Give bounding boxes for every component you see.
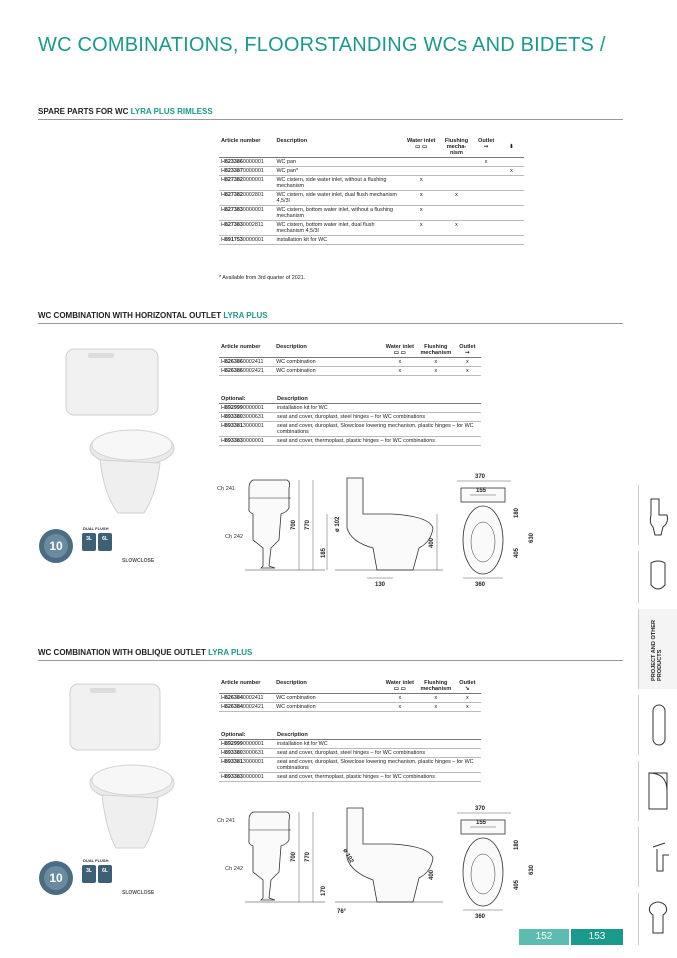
- technical-drawing-horizontal: [215, 468, 545, 593]
- accessories-icon: [649, 902, 666, 933]
- row-mark: [499, 191, 524, 206]
- svg-text:185: 185: [321, 547, 327, 558]
- table-row: [219, 358, 481, 367]
- row-mark: [440, 206, 474, 221]
- col-outlet-horizontal: Outlet ➞: [473, 137, 499, 158]
- svg-text:6L: 6L: [102, 536, 108, 542]
- svg-text:155: 155: [476, 488, 487, 494]
- section-divider: [38, 660, 623, 661]
- article-number: H8929990000001: [219, 404, 275, 413]
- article-number: H8933803000631: [219, 749, 275, 758]
- row-mark: x: [454, 694, 481, 703]
- svg-text:ø 102: ø 102: [341, 848, 355, 865]
- col-description: Description: [274, 679, 382, 694]
- tab-wc[interactable]: [638, 485, 677, 545]
- row-description: WC combination: [274, 694, 382, 703]
- row-mark: x: [403, 206, 440, 221]
- article-number: H8933813000001: [219, 758, 275, 773]
- col-outlet-vertical: [499, 137, 524, 158]
- row-mark: [403, 167, 440, 176]
- article-number: H8273820002801: [219, 191, 274, 206]
- urinal-icon: [651, 561, 665, 589]
- wc-product-photo: [60, 345, 180, 520]
- svg-text:770: 770: [305, 519, 311, 530]
- row-mark: x: [440, 221, 474, 236]
- svg-text:76°: 76°: [337, 909, 347, 915]
- svg-text:SLOWCLOSE: SLOWCLOSE: [122, 890, 155, 896]
- top-view-outline: [463, 506, 503, 574]
- table-row: [219, 236, 524, 245]
- row-mark: x: [418, 703, 454, 712]
- section-heading-horizontal: WC COMBINATION WITH HORIZONTAL OUTLET LYRA PLUS: [38, 311, 268, 320]
- row-mark: x: [382, 694, 418, 703]
- col-flushing: Flushing mechanism: [418, 343, 454, 358]
- faucet-icon: [653, 843, 669, 871]
- row-description: WC combination: [274, 703, 382, 712]
- article-number: H8273820000001: [219, 176, 274, 191]
- row-mark: [499, 221, 524, 236]
- row-mark: x: [499, 167, 524, 176]
- page-number-right: 153: [571, 929, 623, 945]
- col-article: Article number: [219, 343, 274, 358]
- row-description: WC cistern, side water inlet, dual flush mechanism 4,5/3l: [274, 191, 402, 206]
- row-mark: [440, 167, 474, 176]
- row-mark: x: [382, 367, 418, 376]
- article-number: H8233870000001: [219, 167, 274, 176]
- svg-text:360: 360: [475, 582, 486, 588]
- svg-text:180: 180: [514, 839, 520, 850]
- svg-text:ø 102: ø 102: [335, 516, 341, 532]
- svg-text:400: 400: [429, 869, 435, 880]
- table-row: [219, 773, 481, 782]
- svg-text:130: 130: [375, 582, 386, 588]
- row-mark: [403, 236, 440, 245]
- row-description: seat and cover, duroplast, Slowclose lowering mechanism, plastic hinges – for WC combinations: [275, 758, 481, 773]
- col-water-inlet: Water inlet ▭ ▭: [382, 679, 418, 694]
- horizontal-outlet-table: [219, 343, 481, 376]
- table-row: [219, 413, 481, 422]
- row-mark: [499, 236, 524, 245]
- row-mark: [473, 206, 499, 221]
- svg-text:400: 400: [429, 537, 435, 548]
- top-view-outline: [463, 838, 503, 906]
- row-mark: x: [473, 158, 499, 167]
- table-row: [219, 167, 524, 176]
- guarantee-number: 10: [49, 539, 63, 553]
- section-divider: [38, 119, 623, 120]
- col-description: Description: [274, 343, 382, 358]
- row-description: WC combination: [274, 367, 382, 376]
- svg-text:DUAL FLUSH: DUAL FLUSH: [83, 858, 109, 863]
- row-mark: x: [454, 367, 481, 376]
- tab-faucets[interactable]: [638, 827, 677, 887]
- article-number: H8263860002411: [219, 358, 274, 367]
- guarantee-number: 10: [49, 871, 63, 885]
- table-row: [219, 703, 481, 712]
- row-mark: [440, 176, 474, 191]
- svg-text:3L: 3L: [86, 536, 92, 542]
- table-row: [219, 740, 481, 749]
- svg-text:405: 405: [514, 879, 520, 890]
- article-number: H8263840002411: [219, 694, 274, 703]
- row-description: WC cistern, bottom water inlet, dual flush mechanism 4,5/3l: [274, 221, 402, 236]
- row-mark: [473, 236, 499, 245]
- bathtub-icon: [653, 705, 665, 745]
- row-mark: x: [403, 176, 440, 191]
- optional-label: Optional:: [219, 731, 275, 740]
- col-description: Description: [275, 395, 481, 404]
- side-view-outline: [347, 478, 433, 570]
- row-description: seat and cover, thermoplast, plastic hinges – for WC combinations: [275, 437, 481, 446]
- tab-bath[interactable]: [638, 695, 677, 755]
- table-row: [219, 758, 481, 773]
- table-row: [219, 437, 481, 446]
- row-mark: [499, 206, 524, 221]
- page-title: WC COMBINATIONS, FLOORSTANDING WCs AND BIDETS /: [38, 34, 606, 56]
- row-mark: x: [440, 191, 474, 206]
- tab-urinal[interactable]: [638, 551, 677, 603]
- water-inlet-icon: ▭ ▭: [393, 686, 406, 692]
- front-view-outline: [249, 480, 290, 568]
- row-description: WC pan*: [274, 167, 402, 176]
- tab-accessories[interactable]: [638, 893, 677, 945]
- article-number: H8263860002421: [219, 367, 274, 376]
- svg-text:Ch 242: Ch 242: [225, 534, 244, 540]
- row-description: seat and cover, thermoplast, plastic hinges – for WC combinations: [275, 773, 481, 782]
- table-row: [219, 404, 481, 413]
- col-article: Article number: [219, 679, 274, 694]
- svg-text:3L: 3L: [86, 868, 92, 874]
- side-view-outline: [347, 808, 433, 902]
- table-row: [219, 158, 524, 167]
- section-heading-spare-parts: SPARE PARTS FOR WC LYRA PLUS RIMLESS: [38, 107, 213, 116]
- feature-badges: [38, 524, 163, 569]
- svg-text:170: 170: [321, 885, 327, 896]
- row-description: seat and cover, duroplast, Slowclose lowering mechanism, plastic hinges – for WC combinations: [275, 422, 481, 437]
- feature-badges: [38, 856, 163, 901]
- row-mark: x: [418, 694, 454, 703]
- optional-label: Optional:: [219, 395, 275, 404]
- article-number: H8933830000001: [219, 773, 275, 782]
- wc-product-photo: [60, 680, 180, 855]
- col-flushing: Flushing mecha-nism: [440, 137, 474, 158]
- article-number: H8933803000631: [219, 413, 275, 422]
- section-divider: [38, 323, 623, 324]
- row-description: seat and cover, duroplast, steel hinges – for WC combinations: [275, 749, 481, 758]
- svg-text:180: 180: [514, 507, 520, 518]
- article-number: H8263840002421: [219, 703, 274, 712]
- article-number: H8233860000001: [219, 158, 274, 167]
- row-mark: [473, 221, 499, 236]
- svg-text:405: 405: [514, 547, 520, 558]
- svg-text:155: 155: [476, 820, 487, 826]
- row-mark: x: [418, 358, 454, 367]
- row-mark: x: [454, 358, 481, 367]
- dual-flush-label: DUAL FLUSH: [83, 526, 109, 531]
- table-row: [219, 176, 524, 191]
- arrow-down-icon: ⬇: [509, 144, 514, 150]
- col-description: Description: [274, 137, 402, 158]
- article-number: H8929990000001: [219, 740, 275, 749]
- row-description: installation kit for WC: [274, 236, 402, 245]
- article-number: H8933830000001: [219, 437, 275, 446]
- table-row: [219, 206, 524, 221]
- arrow-oblique-icon: ➘: [465, 686, 470, 692]
- col-water-inlet: Water inlet ▭ ▭: [382, 343, 418, 358]
- col-article: Article number: [219, 137, 274, 158]
- arrow-right-icon: ➞: [465, 350, 470, 356]
- row-mark: x: [382, 703, 418, 712]
- table-row: [219, 367, 481, 376]
- svg-text:700: 700: [291, 519, 297, 530]
- table-row: [219, 191, 524, 206]
- oblique-outlet-table: [219, 679, 481, 712]
- row-mark: x: [454, 703, 481, 712]
- row-mark: x: [382, 358, 418, 367]
- page-number-left: 152: [519, 929, 569, 945]
- svg-text:360: 360: [475, 914, 486, 920]
- front-view-outline: [249, 812, 290, 900]
- optional-accessories-table: [219, 731, 481, 782]
- shower-enclosure-icon: [649, 773, 667, 809]
- optional-accessories-table: [219, 395, 481, 446]
- row-mark: [440, 158, 474, 167]
- svg-text:6L: 6L: [102, 868, 108, 874]
- tab-shower[interactable]: [638, 761, 677, 821]
- side-label: PROJECT AND OTHER PRODUCTS: [651, 619, 663, 681]
- svg-text:630: 630: [529, 532, 535, 543]
- article-number: H8273830002811: [219, 221, 274, 236]
- slowclose-label: SLOWCLOSE: [122, 558, 155, 564]
- col-flushing: Flushing mechanism: [418, 679, 454, 694]
- svg-text:370: 370: [475, 806, 486, 812]
- row-description: installation kit for WC: [275, 740, 481, 749]
- water-inlet-icon: ▭ ▭: [393, 350, 406, 356]
- svg-text:Ch 242: Ch 242: [225, 866, 244, 872]
- article-number: H8917530000001: [219, 236, 274, 245]
- row-description: WC cistern, bottom water inlet, without a flushing mechanism: [274, 206, 402, 221]
- svg-text:Ch 241: Ch 241: [217, 486, 236, 492]
- article-number: H8933813000001: [219, 422, 275, 437]
- wc-icon: [650, 499, 667, 535]
- svg-text:770: 770: [305, 851, 311, 862]
- tab-project-products[interactable]: [638, 609, 677, 689]
- col-description: Description: [275, 731, 481, 740]
- svg-text:630: 630: [529, 864, 535, 875]
- chapter-tabs: [637, 485, 677, 945]
- svg-text:700: 700: [291, 851, 297, 862]
- water-inlet-icon: ▭ ▭: [415, 144, 428, 150]
- row-description: WC pan: [274, 158, 402, 167]
- section-heading-oblique: WC COMBINATION WITH OBLIQUE OUTLET LYRA PLUS: [38, 648, 253, 657]
- row-mark: [403, 158, 440, 167]
- svg-text:370: 370: [475, 474, 486, 480]
- article-number: H8273830000001: [219, 206, 274, 221]
- arrow-right-icon: ➞: [483, 144, 489, 150]
- row-description: WC cistern, side water inlet, without a flushing mechanism: [274, 176, 402, 191]
- row-description: WC combination: [274, 358, 382, 367]
- row-mark: [473, 191, 499, 206]
- row-description: seat and cover, duroplast, steel hinges – for WC combinations: [275, 413, 481, 422]
- col-outlet: Outlet ➘: [454, 679, 481, 694]
- row-mark: [499, 158, 524, 167]
- row-mark: [473, 176, 499, 191]
- row-mark: [440, 236, 474, 245]
- table-row: [219, 694, 481, 703]
- spare-parts-table: [219, 137, 524, 245]
- footnote: * Available from 3rd quarter of 2021.: [219, 275, 306, 281]
- col-water-inlet: Water inlet ▭ ▭: [403, 137, 440, 158]
- col-outlet: Outlet ➞: [454, 343, 481, 358]
- row-description: installation kit for WC: [275, 404, 481, 413]
- row-mark: [499, 176, 524, 191]
- table-row: [219, 221, 524, 236]
- row-mark: x: [418, 367, 454, 376]
- row-mark: x: [403, 221, 440, 236]
- svg-text:Ch 241: Ch 241: [217, 818, 236, 824]
- row-mark: [473, 167, 499, 176]
- table-row: [219, 422, 481, 437]
- table-row: [219, 749, 481, 758]
- technical-drawing-oblique: [215, 800, 545, 925]
- row-mark: x: [403, 191, 440, 206]
